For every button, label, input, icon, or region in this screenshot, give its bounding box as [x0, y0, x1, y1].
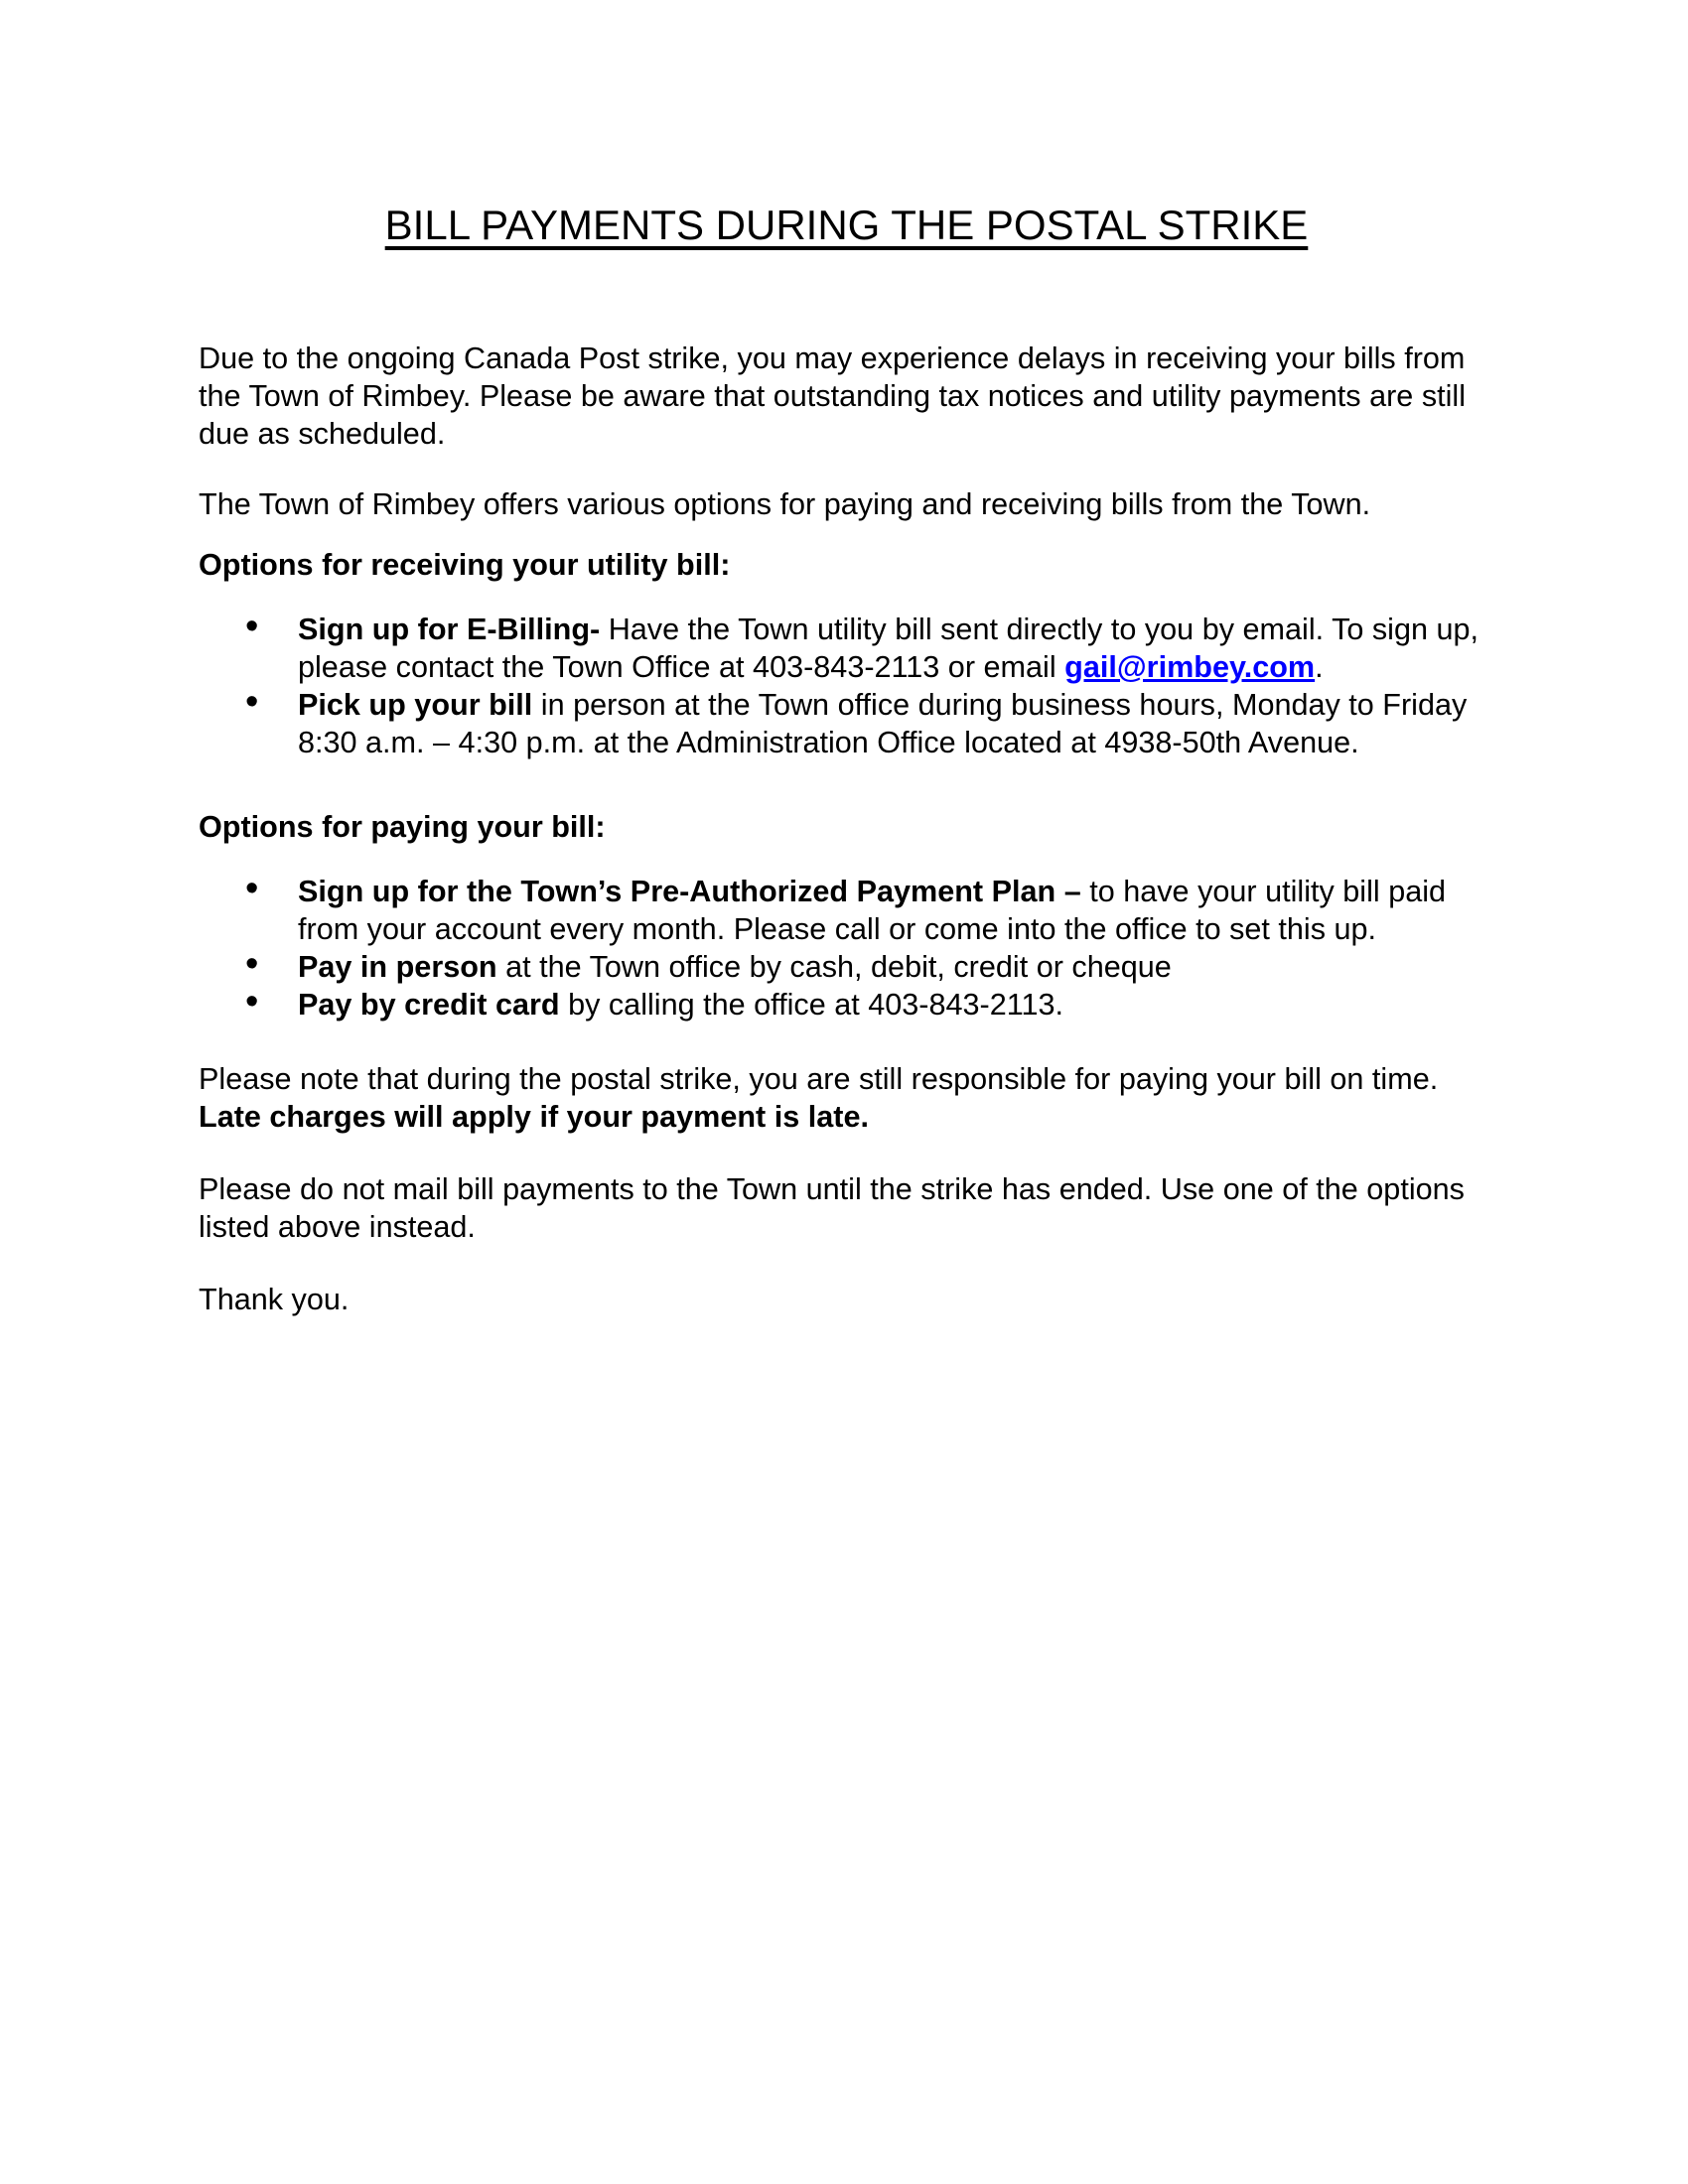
options-overview-paragraph: The Town of Rimbey offers various options for paying and receiving bills from the Town.: [199, 487, 1371, 521]
ebilling-text-run: Have the Town utility bill sent directly to you by email. To sign up, please contact the Town Office at 403-843-2113 or email: [298, 613, 1479, 684]
page-title: BILL PAYMENTS DURING THE POSTAL STRIKE: [384, 202, 1309, 248]
ebilling-bold-run: Sign up for E-Billing-: [298, 613, 601, 646]
list-item: [199, 606, 1494, 686]
pay-in-person-bold-run: Pay in person: [298, 950, 497, 984]
receiving-options-heading: Options for receiving your utility bill:: [199, 548, 731, 582]
no-mail-paragraph: Please do not mail bill payments to the Town until the strike has ended. Use one of the options listed above instead.: [199, 1172, 1465, 1244]
pay-by-credit-text-run: by calling the office at 403-843-2113.: [559, 988, 1063, 1022]
pay-in-person-text-run: at the Town office by cash, debit, credit or cheque: [496, 950, 1172, 984]
bullet-icon: •: [245, 681, 259, 723]
note-regular-run: Please note that during the postal strike, you are still responsible for paying your bill on time.: [199, 1062, 1439, 1096]
thank-you-paragraph: Thank you.: [199, 1283, 350, 1316]
closing-section: [199, 1060, 1494, 1318]
receiving-options-list: [199, 606, 1494, 761]
pay-by-credit-bold-run: Pay by credit card: [298, 988, 560, 1022]
paying-options-heading: Options for paying your bill:: [199, 810, 606, 844]
pickup-text-run: in person at the Town office during business hours, Monday to Friday 8:30 a.m. – 4:30 p.m. at the Administration Office located at 4938-50th Avenue.: [298, 688, 1468, 759]
preauthorized-bold-run: Sign up for the Town’s Pre-Authorized Payment Plan –: [298, 875, 1081, 908]
bullet-icon: •: [245, 606, 259, 647]
preauthorized-text-run: to have your utility bill paid from your account every month. Please call or come into the office to set this up.: [298, 875, 1447, 946]
list-item: [199, 943, 1494, 986]
list-item: [199, 868, 1494, 948]
list-item: [199, 681, 1494, 761]
ebilling-period-run: .: [1315, 650, 1324, 684]
list-item: [199, 981, 1494, 1024]
document-content: [199, 0, 1494, 1318]
late-charges-paragraph: [199, 1060, 1494, 1136]
intro-paragraph: Due to the ongoing Canada Post strike, you may experience delays in receiving your bills from the Town of Rimbey. Please be aware that outstanding tax notices and utility payments are still due as scheduled.: [199, 341, 1467, 451]
bullet-icon: •: [245, 868, 259, 909]
bullet-icon: •: [245, 981, 259, 1023]
pickup-bold-run: Pick up your bill: [298, 688, 533, 722]
bullet-icon: •: [245, 943, 259, 985]
late-charges-bold-run: Late charges will apply if your payment is late.: [199, 1100, 869, 1134]
paying-options-list: [199, 868, 1494, 1024]
email-link[interactable]: gail@rimbey.com: [1064, 650, 1316, 684]
